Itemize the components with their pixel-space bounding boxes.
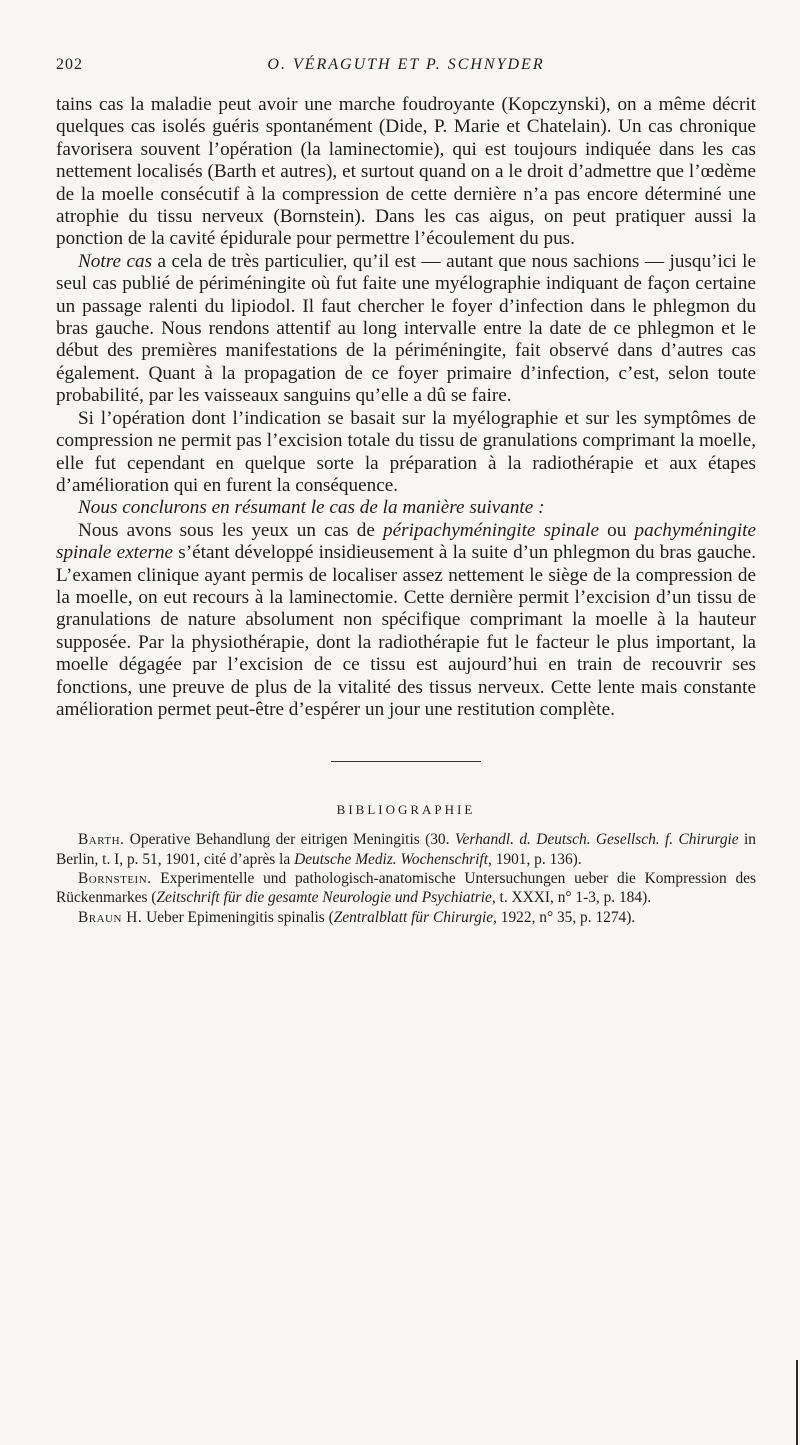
page (56, 56, 756, 927)
paragraph-3: Si l’opération dont l’indication se basait sur la myélographie et sur les symptômes de compression ne permit pas l’excision totale du tissu de granulations comprimant la moelle, elle fut cependant en quelque sorte la préparation à la radiothérapie et aux étapes d’amélioration qui en furent la conséquence. (56, 407, 756, 496)
bibliography-entry-braun (56, 908, 756, 927)
bibliography (56, 830, 756, 926)
bib-journal: Zeitschrift für die gesamte Neurologie und Psychiatrie (156, 889, 492, 907)
paragraph-5-c: ou (599, 519, 635, 541)
running-head (56, 56, 756, 80)
bib-text: , t. XXXI, n° 1-3, p. 184). (491, 889, 652, 907)
paragraph-5-a: Nous avons sous les yeux un cas de (78, 519, 384, 541)
bibliography-entry-barth (56, 830, 756, 869)
paragraph-5-e: s’étant développé insidieusement à la suite d’un phlegmon du bras gauche. L’examen clinique ayant permis de localiser assez nettement le siège de la compression de la moelle, on eut recours à la laminectomie. Cette dernière permit l’excision d’un tissu de granulations de nature absolument non spécifique comprimant la moelle à la hauteur supposée. Par la physiothérapie, dont la radiothérapie fut le facteur le plus important, la moelle dégagée par l’excision de ce tissu est aujourd’hui en train de recouvrir ses fonctions, une preuve de plus de la vitalité des tissus nerveux. Cette lente mais constante amélioration permet peut-être d’espérer un jour une restitution complète. (56, 542, 756, 720)
bib-text: , 1901, p. 136). (488, 850, 582, 868)
paragraph-5-term-2: pachyméningite spinale externe (56, 519, 756, 564)
paragraph-1: tains cas la maladie peut avoir une marche foudroyante (Kopczynski), on a même décrit quelques cas isolés guéris spontanément (Dide, P. Marie et Chatelain). Un cas chronique favorisera souvent l’opération (la laminectomie), qui est toujours indiquée dans les cas nettement localisés (Barth et autres), et surtout quand on a le droit d’admettre que l’œdème de la moelle consécutif à la compression de cette dernière n’a pas encore déterminé une atrophie du tissu nerveux (Bornstein). Dans les cas aigus, on peut pratiquer aussi la ponction de la cavité épidurale pour permettre l’écoulement du pus. (56, 94, 756, 250)
bib-author: Braun H. (78, 908, 143, 926)
bibliography-heading: BIBLIOGRAPHIE (336, 802, 476, 818)
bib-author: Bornstein. (78, 869, 152, 887)
scan-edge-mark (796, 1360, 798, 1445)
paragraph-4-text: Nous conclurons en résumant le cas de la manière suivante : (78, 497, 545, 519)
section-divider (331, 761, 481, 762)
paragraph-4 (56, 497, 756, 519)
bib-author: Barth. (78, 831, 125, 849)
paragraph-5 (56, 520, 756, 722)
body-text (56, 94, 756, 721)
bibliography-entry-bornstein (56, 869, 756, 908)
paragraph-5-term-1: péripachyméningite spinale (383, 519, 600, 541)
bib-journal: Zentralblatt für Chirurgie (333, 908, 494, 926)
paragraph-2-lead: Notre cas (78, 250, 153, 272)
bib-journal: Deutsche Mediz. Wochenschrift (294, 850, 488, 868)
bib-text: , 1922, n° 35, p. 1274). (493, 908, 636, 926)
bib-text: Ueber Epimeningitis spinalis ( (142, 908, 334, 926)
paragraph-2-text: a cela de très particulier, qu’il est — autant que nous sachions — jusqu’ici le seul cas publié de périméningite où fut faite une myélographie indiquant de façon certaine un passage ralenti du lipiodol. Il faut chercher le foyer d’infection dans le phlegmon du bras gauche. Nous rendons attentif au long intervalle entre la date de ce phlegmon et le début des premières manifestations de la périméningite, fait observé dans d’autres cas également. Quant à la propagation de ce foyer primaire d’infection, c’est, selon toute probabilité, par les vaisseaux sanguins qu’elle a dû se faire. (56, 250, 756, 407)
page-number: 202 (56, 56, 83, 73)
paragraph-2 (56, 251, 756, 408)
bib-text: Operative Behandlung der eitrigen Meningitis (30. (124, 831, 455, 849)
running-title: O. VÉRAGUTH ET P. SCHNYDER (267, 56, 545, 73)
bib-text: Experimentelle und pathologisch-anatomische Untersuchungen ueber die Kompression des Rückenmarkes ( (56, 869, 756, 907)
bib-text: in Berlin, t. I, p. 51, 1901, cité d’après la (56, 831, 756, 868)
bib-journal: Verhandl. d. Deutsch. Gesellsch. f. Chirurgie (454, 831, 739, 849)
